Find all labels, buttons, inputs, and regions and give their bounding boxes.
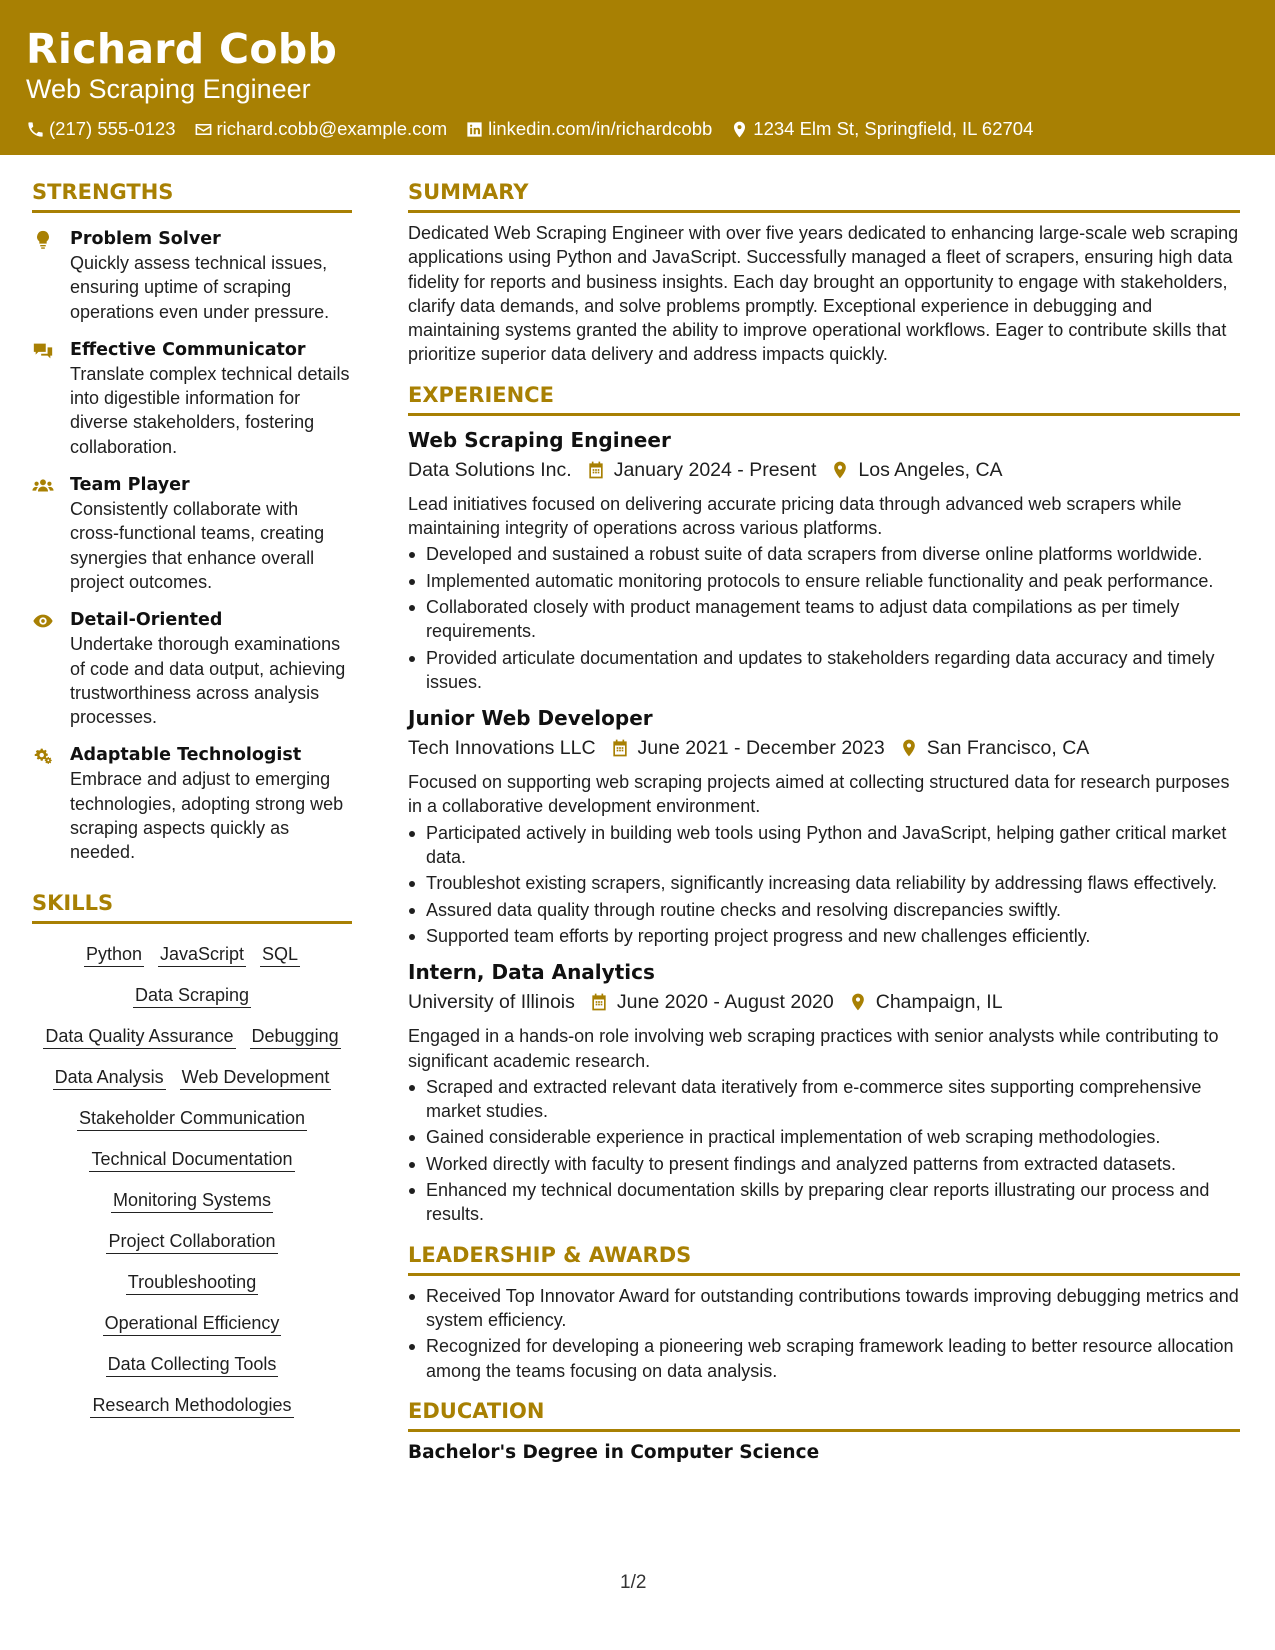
bullet-item: Collaborated closely with product management teams to adjust data compilations as per timely requirements. — [408, 595, 1240, 644]
phone-text: (217) 555-0123 — [49, 118, 176, 139]
leadership-bullets — [408, 1284, 1240, 1383]
job-location: Champaign, IL — [875, 991, 1003, 1014]
strength-item — [32, 338, 352, 459]
calendar-icon — [610, 738, 630, 758]
summary-heading: SUMMARY — [408, 178, 1240, 213]
skill-tag: Web Development — [180, 1065, 332, 1090]
job-meta — [408, 734, 1240, 762]
skill-tag: Data Scraping — [133, 983, 251, 1008]
strength-description: Embrace and adjust to emerging technologies, adopting strong web scraping aspects quickly as needed. — [70, 769, 344, 863]
strength-title: Detail-Oriented — [70, 610, 223, 631]
strength-description: Consistently collaborate with cross-functional teams, creating synergies that enhance overall project outcomes. — [70, 499, 325, 592]
envelope-icon — [194, 120, 213, 139]
skill-tag: Technical Documentation — [89, 1147, 294, 1172]
calendar-icon — [586, 460, 606, 480]
skill-tag: SQL — [260, 942, 300, 967]
bullet-item: Worked directly with faculty to present findings and analyzed patterns from extracted datasets. — [408, 1152, 1240, 1176]
strength-description: Translate complex technical details into digestible information for diverse stakeholders, fostering collaboration. — [70, 363, 350, 457]
job-entry — [408, 704, 1240, 948]
bullet-item: Assured data quality through routine checks and resolving discrepancies swiftly. — [408, 898, 1240, 922]
bullet-item: Scraped and extracted relevant data iteratively from e-commerce sites supporting comprehensive market studies. — [408, 1075, 1240, 1124]
gears-icon — [32, 745, 54, 767]
bullet-item: Recognized for developing a pioneering web scraping framework leading to better resource allocation among the teams focusing on data analysis. — [408, 1334, 1240, 1383]
skill-tag: Operational Efficiency — [103, 1311, 282, 1336]
contact-linkedin[interactable] — [465, 118, 712, 140]
skill-tag: Data Analysis — [53, 1065, 166, 1090]
strength-title: Problem Solver — [70, 229, 221, 249]
strengths-heading: STRENGTHS — [32, 178, 352, 213]
address-text: 1234 Elm St, Springfield, IL 62704 — [753, 118, 1034, 139]
job-bullets — [408, 542, 1240, 694]
job-title: Intern, Data Analytics — [408, 960, 655, 985]
education-heading: EDUCATION — [408, 1397, 1240, 1432]
strength-title: Team Player — [70, 475, 190, 496]
right-column — [408, 178, 1240, 1466]
bullet-item: Received Top Innovator Award for outstanding contributions towards improving debugging metrics and system efficiency. — [408, 1284, 1240, 1333]
bullet-item: Developed and sustained a robust suite of data scrapers from diverse online platforms worldwide. — [408, 542, 1240, 566]
bullet-item: Supported team efforts by reporting project progress and new challenges efficiently. — [408, 924, 1240, 948]
email-text: richard.cobb@example.com — [216, 118, 448, 139]
contact-email[interactable] — [194, 118, 448, 140]
education-degree: Bachelor's Degree in Computer Science — [408, 1441, 820, 1463]
resume-header — [0, 0, 1275, 155]
strength-title: Adaptable Technologist — [70, 745, 302, 766]
job-bullets — [408, 821, 1240, 948]
left-column — [32, 178, 352, 1426]
bullet-item: Troubleshot existing scrapers, significantly increasing data reliability by addressing flaws effectively. — [408, 871, 1240, 895]
lightbulb-icon — [32, 229, 54, 251]
linkedin-icon — [465, 120, 484, 139]
skills-heading: SKILLS — [32, 889, 352, 924]
eye-icon — [32, 610, 54, 632]
job-description: Focused on supporting web scraping projects aimed at collecting structured data for research purposes in a collaborative development environment. — [408, 772, 1230, 817]
strength-title: Effective Communicator — [70, 339, 306, 360]
skill-tag: Data Collecting Tools — [106, 1352, 279, 1377]
calendar-icon — [589, 992, 609, 1012]
map-marker-icon — [730, 120, 749, 139]
strength-item — [32, 473, 352, 594]
skills-list — [32, 934, 352, 1426]
job-bullets — [408, 1075, 1240, 1227]
skill-tag: Monitoring Systems — [111, 1188, 273, 1213]
contact-address — [730, 118, 1033, 140]
phone-icon — [26, 120, 45, 139]
skill-tag: JavaScript — [158, 942, 246, 967]
job-entry — [408, 958, 1240, 1226]
map-marker-icon — [899, 738, 919, 758]
strength-item — [32, 743, 352, 864]
job-description: Engaged in a hands-on role involving web scraping practices with senior analysts while contributing to significant academic research. — [408, 1026, 1219, 1071]
skill-tag: Python — [84, 942, 144, 967]
job-description: Lead initiatives focused on delivering accurate pricing data through advanced web scrapers while maintaining integrity of operations across various platforms. — [408, 493, 1182, 539]
bullet-item: Enhanced my technical documentation skills by preparing clear reports illustrating our process and results. — [408, 1178, 1240, 1227]
contact-bar — [26, 118, 1249, 140]
job-dates: June 2021 - December 2023 — [637, 737, 885, 760]
map-marker-icon — [848, 992, 868, 1012]
job-dates: January 2024 - Present — [613, 458, 817, 481]
bullet-item: Provided articulate documentation and updates to stakeholders regarding data accuracy and timely issues. — [408, 646, 1240, 695]
linkedin-text: linkedin.com/in/richardcobb — [488, 118, 713, 139]
job-meta — [408, 456, 1240, 484]
strength-item — [32, 227, 352, 324]
job-company: University of Illinois — [408, 991, 575, 1014]
candidate-role: Web Scraping Engineer — [26, 74, 311, 104]
users-icon — [32, 475, 54, 497]
skill-tag: Project Collaboration — [106, 1229, 277, 1254]
page-number: 1/2 — [620, 1572, 647, 1593]
skill-tag: Troubleshooting — [126, 1270, 258, 1295]
skill-tag: Debugging — [250, 1024, 341, 1049]
contact-phone — [26, 118, 176, 140]
skill-tag: Research Methodologies — [90, 1393, 293, 1418]
strength-item — [32, 608, 352, 729]
candidate-name: Richard Cobb — [26, 25, 338, 73]
leadership-heading: LEADERSHIP & AWARDS — [408, 1241, 1240, 1276]
experience-heading: EXPERIENCE — [408, 381, 1240, 416]
job-dates: June 2020 - August 2020 — [616, 991, 834, 1014]
summary-text: Dedicated Web Scraping Engineer with over five years dedicated to enhancing large-scale web scraping applications using Python and JavaScript. Successfully managed a fleet of scrapers, ensuring high data fidelity for reports and business insights. Each day brought an opportunity to engage with stakeholders, clarify data demands, and solve problems promptly. Exceptional experience in debugging and maintaining systems granted the ability to improve operational workflows. Eager to contribute skills that prioritize superior data delivery and address impacts quickly. — [408, 223, 1239, 365]
bullet-item: Participated actively in building web tools using Python and JavaScript, helping gather critical market data. — [408, 821, 1240, 870]
skill-tag: Data Quality Assurance — [43, 1024, 235, 1049]
job-title: Junior Web Developer — [408, 706, 653, 731]
job-company: Tech Innovations LLC — [408, 737, 596, 760]
job-company: Data Solutions Inc. — [408, 458, 572, 481]
bullet-item: Implemented automatic monitoring protocols to ensure reliable functionality and peak performance. — [408, 569, 1240, 593]
skill-tag: Stakeholder Communication — [77, 1106, 307, 1131]
job-meta — [408, 988, 1240, 1016]
job-location: Los Angeles, CA — [858, 458, 1003, 481]
comments-icon — [32, 340, 54, 362]
job-location: San Francisco, CA — [926, 737, 1090, 760]
map-marker-icon — [830, 460, 850, 480]
job-entry — [408, 426, 1240, 694]
strength-description: Undertake thorough examinations of code and data output, achieving trustworthiness across analysis processes. — [70, 634, 346, 728]
job-title: Web Scraping Engineer — [408, 427, 671, 452]
bullet-item: Gained considerable experience in practical implementation of web scraping methodologies. — [408, 1125, 1240, 1149]
strength-description: Quickly assess technical issues, ensuring uptime of scraping operations even under pressure. — [70, 253, 330, 322]
